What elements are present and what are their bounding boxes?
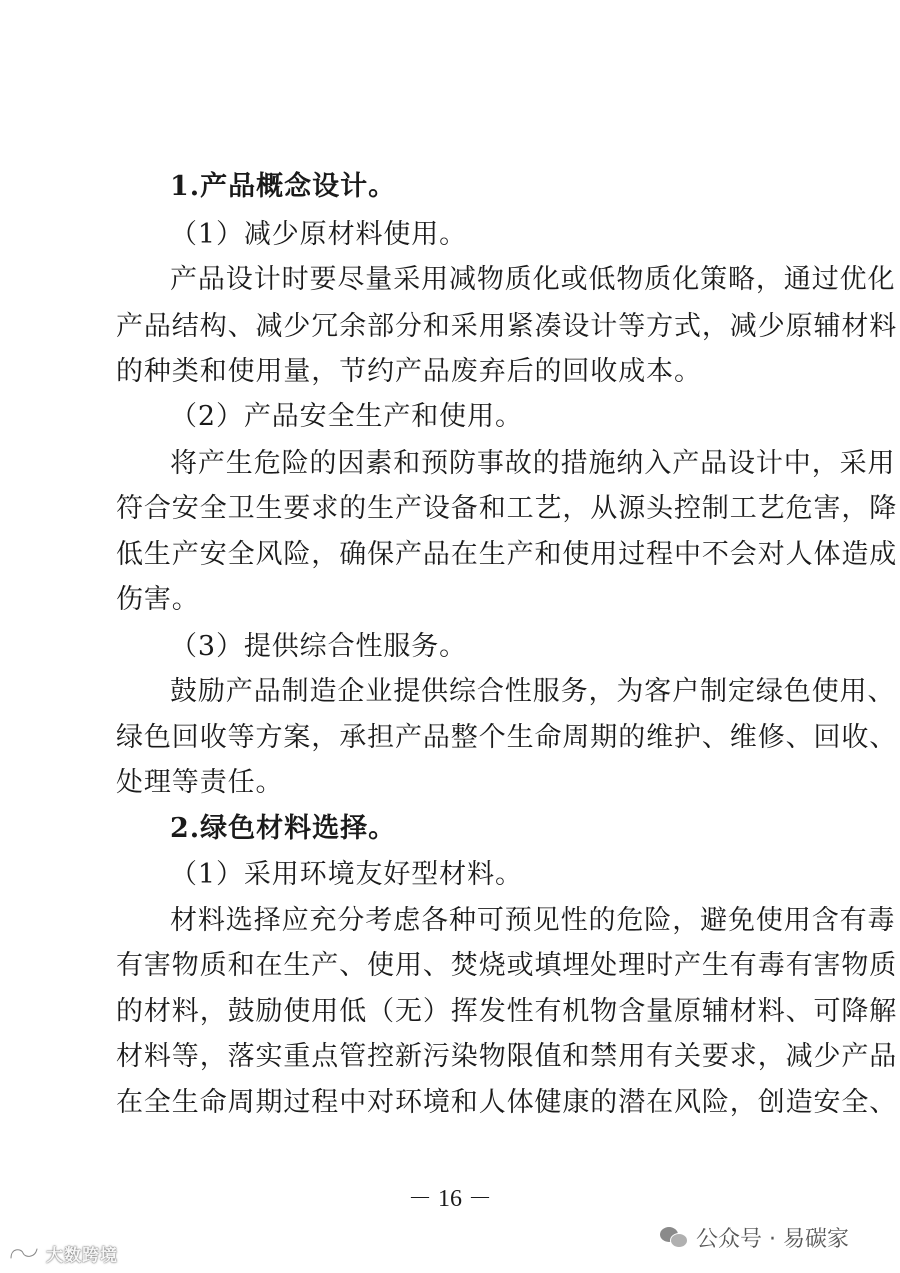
watermark-left-text: 大数跨境 xyxy=(46,1245,118,1266)
subheading-services: （3）提供综合性服务。 xyxy=(170,631,468,662)
paragraph-line: 产品结构、减少冗余部分和采用紧凑设计等方式，减少原辅材料 xyxy=(116,311,898,342)
subheading-reduce-materials: （1）减少原材料使用。 xyxy=(170,219,468,250)
subheading-eco-materials: （1）采用环境友好型材料。 xyxy=(170,859,523,890)
wechat-icon xyxy=(660,1225,688,1249)
paragraph-line: 材料选择应充分考虑各种可预见性的危险，避免使用含有毒 xyxy=(170,905,896,936)
paragraph-line: 符合安全卫生要求的生产设备和工艺，从源头控制工艺危害，降 xyxy=(116,493,898,524)
paragraph-line: 低生产安全风险，确保产品在生产和使用过程中不会对人体造成 xyxy=(116,539,898,570)
paragraph-line: 有害物质和在生产、使用、焚烧或填埋处理时产生有毒有害物质 xyxy=(116,950,898,981)
paragraph-line: 伤害。 xyxy=(116,584,200,615)
page-number: － 16 － xyxy=(408,1186,492,1212)
paragraph-line: 的材料，鼓励使用低（无）挥发性有机物含量原辅材料、可降解 xyxy=(116,996,898,1027)
paragraph-line: 的种类和使用量，节约产品废弃后的回收成本。 xyxy=(116,356,702,387)
paragraph-line: 材料等，落实重点管控新污染物限值和禁用有关要求，减少产品 xyxy=(116,1041,898,1072)
paragraph-line: 处理等责任。 xyxy=(116,767,284,798)
section-heading-green-materials: 2.绿色材料选择。 xyxy=(170,813,397,844)
watermark-right-text: 公众号 · 易碳家 xyxy=(696,1226,849,1252)
section-heading-product-concept: 1.产品概念设计。 xyxy=(170,171,397,202)
brand-watermark xyxy=(8,1240,118,1266)
subheading-safety: （2）产品安全生产和使用。 xyxy=(170,401,523,432)
wechat-watermark xyxy=(660,1222,849,1252)
paragraph-line: 在全生命周期过程中对环境和人体健康的潜在风险，创造安全、 xyxy=(116,1087,898,1118)
logo-icon xyxy=(8,1244,42,1262)
paragraph-line: 鼓励产品制造企业提供综合性服务，为客户制定绿色使用、 xyxy=(170,676,896,707)
paragraph-line: 产品设计时要尽量采用减物质化或低物质化策略，通过优化 xyxy=(170,264,896,295)
paragraph-line: 绿色回收等方案，承担产品整个生命周期的维护、维修、回收、 xyxy=(116,722,898,753)
paragraph-line: 将产生危险的因素和预防事故的措施纳入产品设计中，采用 xyxy=(170,448,896,479)
